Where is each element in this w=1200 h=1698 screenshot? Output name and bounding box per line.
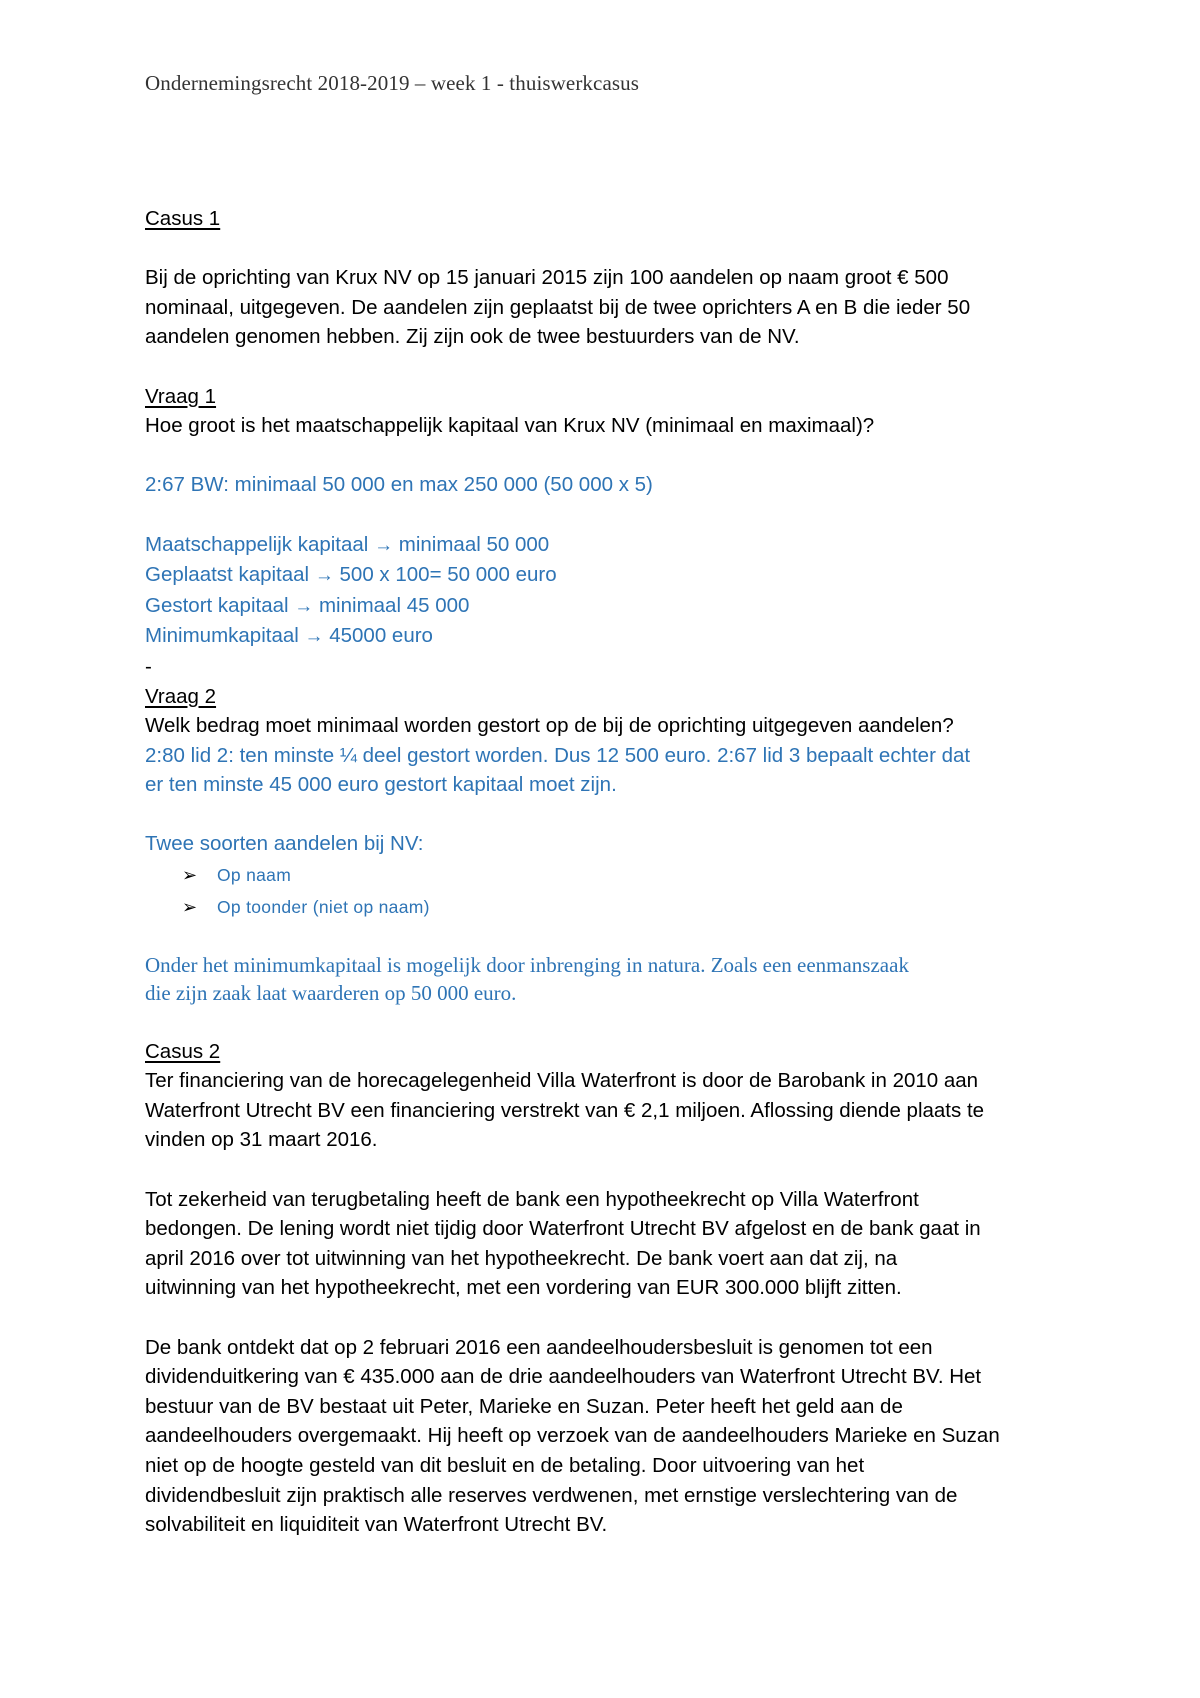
capital-term: Geplaatst kapitaal [145,563,310,587]
arrowhead-bullet-icon: ➢ [182,865,198,886]
share-types-heading: Twee soorten aandelen bij NV: [145,832,424,856]
casus2-para1-line: Waterfront Utrecht BV een financiering verstrekt van € 2,1 miljoen. Aflossing diende plaats te [145,1098,985,1122]
casus2-para3-line: dividenduitkering van € 435.000 aan de drie aandeelhouders van Waterfront Utrecht BV. Het [145,1365,982,1389]
capital-value: 45000 euro [329,624,433,648]
capital-value: minimaal 50 000 [398,532,550,556]
capital-item [145,591,1095,622]
vraag1-answer: 2:67 BW: minimaal 50 000 en max 250 000 (50 000 x 5) [145,473,653,497]
casus2-para3-line: solvabiliteit en liquiditeit van Waterfront Utrecht BV. [145,1513,608,1537]
page-header: Ondernemingsrecht 2018-2019 – week 1 - thuiswerkcasus [145,71,640,95]
capital-value: 500 x 100= 50 000 euro [339,563,557,587]
casus2-para2-line: bedongen. De lening wordt niet tijdig door Waterfront Utrecht BV afgelost en de bank gaat in [145,1217,981,1241]
vraag2-question: Welk bedrag moet minimaal worden gestort op de bij de oprichting uitgegeven aandelen? [145,714,954,738]
list-item [182,891,1095,923]
capital-term: Gestort kapitaal [145,593,289,617]
vraag1-question: Hoe groot is het maatschappelijk kapitaal van Krux NV (minimaal en maximaal)? [145,414,875,438]
arrowhead-bullet-icon: ➢ [182,897,198,918]
vraag2-label: Vraag 2 [145,684,217,708]
capital-term: Maatschappelijk kapitaal [145,532,369,556]
casus2-heading: Casus 2 [145,1039,221,1063]
casus2-para3-line: De bank ontdekt dat op 2 februari 2016 een aandeelhoudersbesluit is genomen tot een [145,1335,933,1359]
casus1-intro-line: Bij de oprichting van Krux NV op 15 januari 2015 zijn 100 aandelen op naam groot € 500 [145,266,949,290]
arrow-right-icon: → [374,534,394,556]
arrow-right-icon: → [304,626,324,648]
share-types-list [145,859,1095,923]
arrow-right-icon: → [314,565,334,587]
casus2-para1-line: vinden op 31 maart 2016. [145,1128,378,1152]
capital-item [145,621,1095,652]
capital-item [145,530,1095,561]
share-type-label: Op toonder (niet op naam) [217,897,430,918]
casus2-para2-line: Tot zekerheid van terugbetaling heeft de bank een hypotheekrecht op Villa Waterfront [145,1187,919,1211]
arrow-right-icon: → [294,595,314,617]
note-line: die zijn zaak laat waarderen op 50 000 euro. [145,981,517,1006]
share-type-label: Op naam [217,865,292,886]
casus2-para3-line: niet op de hoogte gesteld van dit besluit en de betaling. Door uitvoering van het [145,1453,865,1477]
list-item [182,859,1095,891]
note-line: Onder het minimumkapitaal is mogelijk door inbrenging in natura. Zoals een eenmanszaak [145,953,909,978]
casus1-intro-line: nominaal, uitgegeven. De aandelen zijn geplaatst bij de twee oprichters A en B die ieder 50 [145,295,971,319]
casus2-para1-line: Ter financiering van de horecagelegenheid Villa Waterfront is door de Barobank in 2010 aan [145,1069,979,1093]
casus1-intro-line: aandelen genomen hebben. Zij zijn ook de twee bestuurders van de NV. [145,325,800,349]
casus2-para3-line: aandeelhouders overgemaakt. Hij heeft op verzoek van de aandeelhouders Marieke en Suzan [145,1424,1000,1448]
vraag2-answer-line: er ten minste 45 000 euro gestort kapitaal moet zijn. [145,773,617,797]
casus2-para2-line: april 2016 over tot uitwinning van het hypotheekrecht. De bank voert aan dat zij, na [145,1246,898,1270]
capital-term: Minimumkapitaal [145,624,299,648]
vraag1-label: Vraag 1 [145,384,217,408]
vraag2-answer-line: 2:80 lid 2: ten minste ¼ deel gestort worden. Dus 12 500 euro. 2:67 lid 3 bepaalt echter dat [145,743,971,767]
document-page [145,68,1095,1540]
casus2-para3-line: dividendbesluit zijn praktisch alle reserves verdwenen, met ernstige verslechtering van de [145,1483,958,1507]
capital-item [145,560,1095,591]
casus2-para2-line: uitwinning van het hypotheekrecht, met een vordering van EUR 300.000 blijft zitten. [145,1276,902,1300]
capital-value: minimaal 45 000 [318,593,470,617]
separator-dash: - [145,654,152,678]
casus2-para3-line: bestuur van de BV bestaat uit Peter, Marieke en Suzan. Peter heeft het geld aan de [145,1394,903,1418]
casus1-heading: Casus 1 [145,207,221,230]
